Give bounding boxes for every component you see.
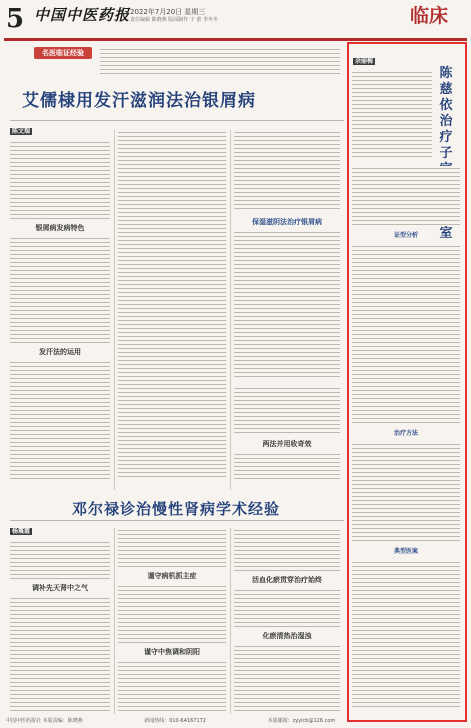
page-footer [6, 718, 466, 725]
article1-text [10, 236, 110, 344]
article1-subhead-4: 两法并用收奇效 [262, 440, 312, 448]
article2-rule [10, 520, 344, 521]
page-number: 5 [6, 4, 25, 34]
article2-text [234, 588, 340, 628]
article2-headline: 邓尔禄诊治慢性肾病学术经验 [72, 500, 281, 518]
column-badge-label: 名医临证经验 [42, 49, 84, 57]
article2-author [10, 528, 32, 536]
article1-text [234, 230, 340, 380]
article2-author-name: 杨震霞 [12, 528, 31, 535]
article2-text [234, 644, 340, 714]
masthead-rule [4, 38, 467, 41]
article2-subhead-4: 活血化瘀贯穿治疗始终 [252, 576, 322, 584]
right-column-text [352, 442, 460, 542]
footer-left: 中国中医药报社 本版责编：陈晓燕 [6, 718, 83, 724]
article2-text [118, 584, 226, 644]
right-column-text [352, 560, 460, 710]
intro-text [100, 47, 340, 77]
right-column-author [353, 58, 375, 66]
right-column-subhead-2: 治疗方法 [393, 430, 418, 437]
right-column-text [352, 166, 460, 226]
issue-date: 2022年7月20日 星期三 [130, 8, 206, 16]
footer-center: 新闻热线：010-64167172 [144, 718, 206, 724]
article1-author [10, 128, 32, 136]
column-divider [114, 130, 115, 490]
article2-subhead-3: 谨守中焦调和阴阳 [144, 648, 200, 656]
article2-text [118, 528, 226, 568]
article1-subhead-3: 保湿滋阴法治疗银屑病 [252, 218, 322, 226]
article1-text [234, 130, 340, 210]
section-title: 临床 [410, 5, 449, 27]
footer-right: 本版邮箱：zyylcb@126.com [267, 718, 336, 724]
right-column-title: 陈慈依治疗子 室 [439, 66, 453, 241]
right-column-text [352, 244, 460, 424]
right-column-subhead-3: 典型医案 [393, 548, 418, 555]
article1-text [118, 130, 226, 480]
article2-text [10, 540, 110, 580]
editor-line: 责任编辑 陈晓燕 版面制作 于 蕾 李冬冬 [130, 17, 218, 23]
article1-subhead-2: 发汗法的运用 [39, 348, 81, 356]
article1-text [234, 386, 340, 436]
article2-subhead-5: 化瘀清热治湿浊 [262, 632, 312, 640]
article2-text [234, 528, 340, 572]
article2-subhead-2: 谨守病机抓主症 [147, 572, 197, 580]
article1-subhead-1: 银屑病发病特色 [35, 224, 85, 232]
column-badge [34, 47, 92, 59]
right-column-text [352, 70, 432, 160]
article1-text [10, 140, 110, 220]
article1-rule [10, 120, 344, 121]
article1-text [234, 452, 340, 482]
newspaper-name: 中国中医药报 [34, 6, 131, 24]
article1-author-name: 陈文瑞 [12, 128, 31, 135]
article2-subhead-1: 调补先天肾中之气 [32, 584, 88, 592]
column-divider [230, 130, 231, 490]
article2-text [118, 660, 226, 714]
right-column-author-name: 余丽梅 [355, 58, 374, 65]
column-divider [230, 528, 231, 714]
article2-text [10, 596, 110, 714]
right-column-subhead-1: 证型分析 [393, 232, 418, 239]
article1-headline: 艾儒棣用发汗滋润法治银屑病 [22, 91, 256, 111]
column-divider [114, 528, 115, 714]
article1-text [10, 360, 110, 480]
